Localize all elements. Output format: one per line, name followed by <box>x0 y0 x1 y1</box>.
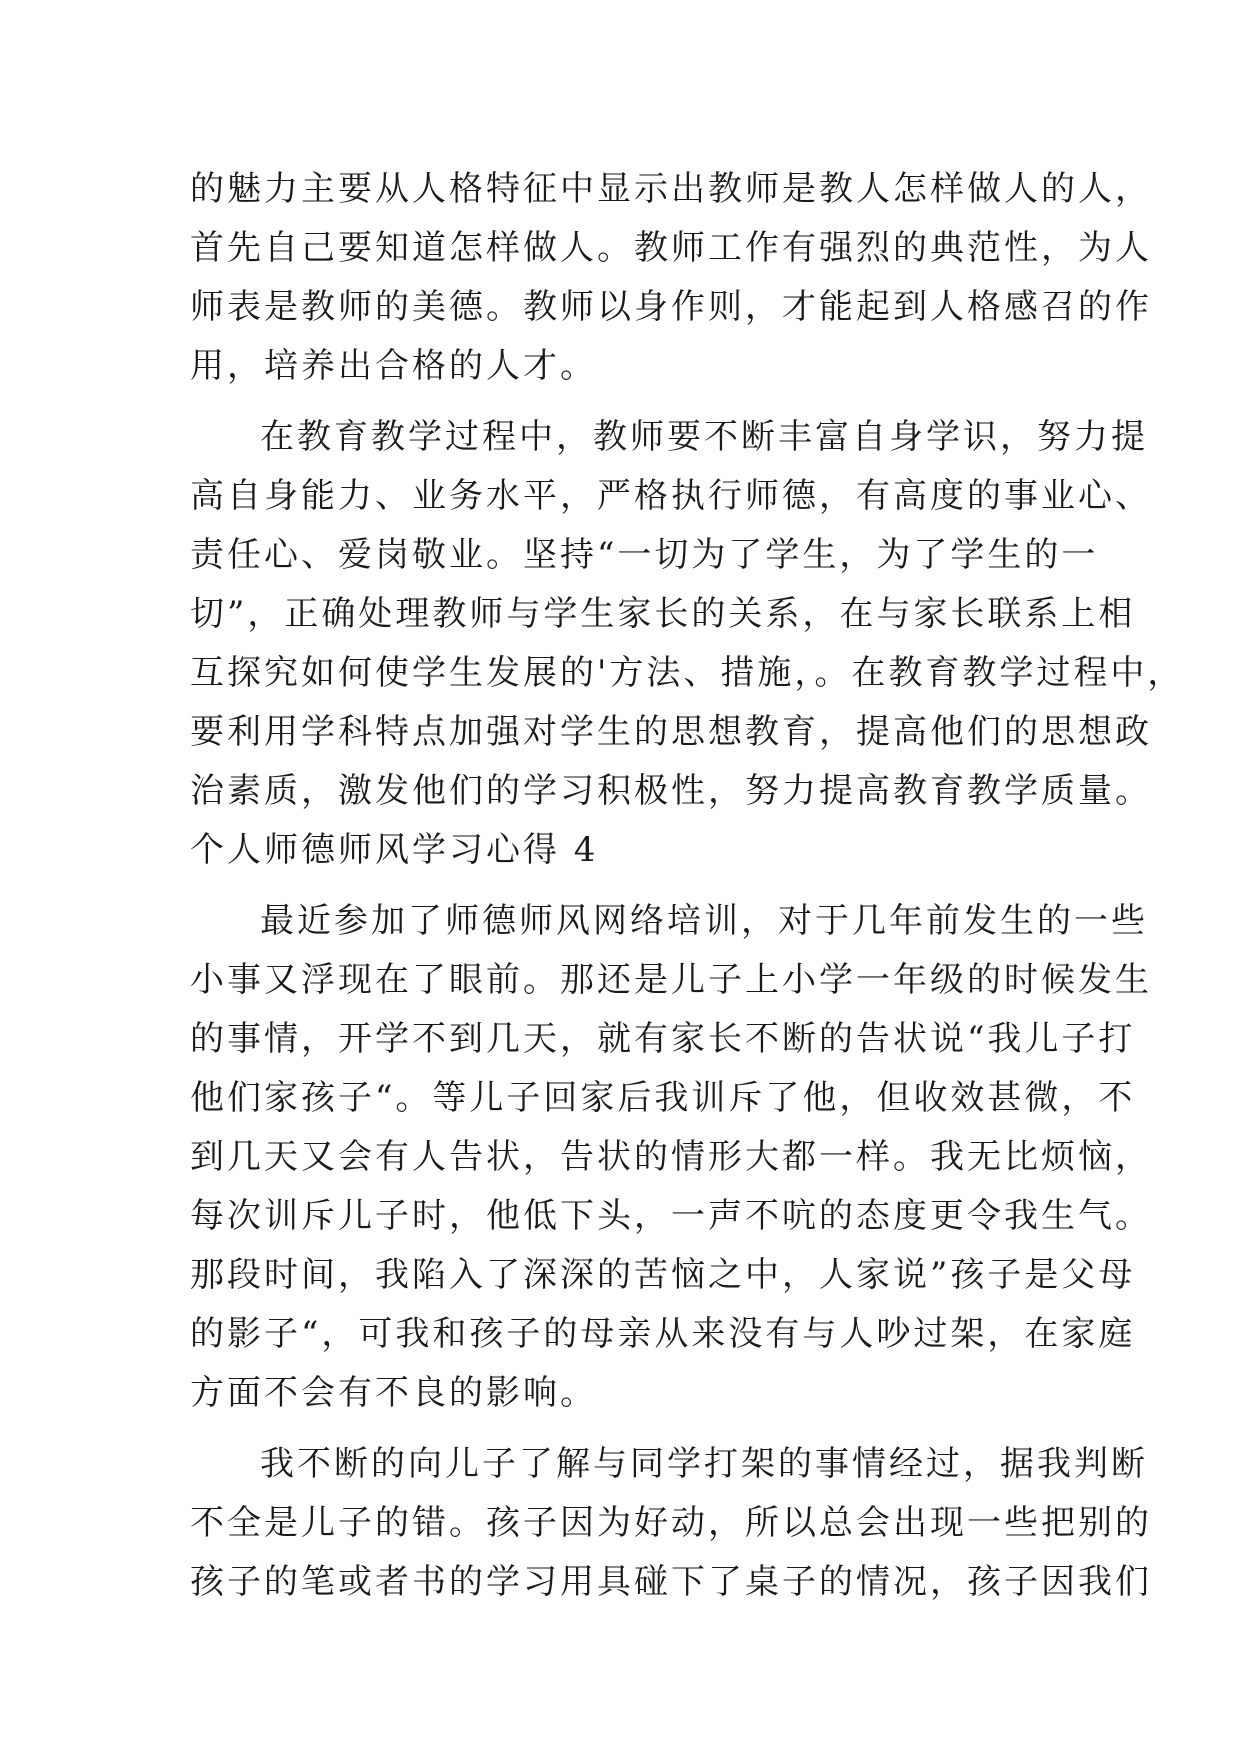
text-line: 孩子的笔或者书的学习用具碰下了桌子的情况，孩子因我们 <box>190 1562 1152 1602</box>
text-line: 师表是教师的美德。教师以身作则，才能起到人格感召的作 <box>190 287 1152 327</box>
text-line: 的影子“，可我和孩子的母亲从来没有与人吵过架，在家庭 <box>190 1314 1136 1354</box>
text-line: 的事情，开学不到几天，就有家长不断的告状说“我儿子打 <box>190 1019 1136 1059</box>
paragraph-start-line: 最近参加了师德师风网络培训，对于几年前发生的一些 <box>260 901 1148 941</box>
text-line: 那段时间，我陷入了深深的苦恼之中，人家说”孩子是父母 <box>190 1255 1136 1295</box>
text-line: 切”，正确处理教师与学生家长的关系，在与家长联系上相 <box>190 594 1136 634</box>
document-body <box>190 160 1185 1612</box>
section-heading: 个人师德师风学习心得 4 <box>190 830 599 870</box>
text-line: 治素质，激发他们的学习积极性，努力提高教育教学质量。 <box>190 771 1152 811</box>
text-line: 高自身能力、业务水平，严格执行师德，有高度的事业心、 <box>190 476 1152 516</box>
text-line: 不全是儿子的错。孩子因为好动，所以总会出现一些把别的 <box>190 1503 1152 1543</box>
text-line: 互探究如何使学生发展的'方法、措施，。在教育教学过程中， <box>190 653 1185 693</box>
text-line: 用，培养出合格的人才。 <box>190 346 597 386</box>
text-line: 方面不会有不良的影响。 <box>190 1373 597 1413</box>
text-line: 首先自己要知道怎样做人。教师工作有强烈的典范性，为人 <box>190 228 1152 268</box>
text-line: 责任心、爱岗敬业。坚持“一切为了学生，为了学生的一 <box>190 535 1099 575</box>
text-line: 小事又浮现在了眼前。那还是儿子上小学一年级的时候发生 <box>190 960 1152 1000</box>
text-line: 的魅力主要从人格特征中显示出教师是教人怎样做人的人， <box>190 169 1152 209</box>
text-line: 他们家孩子“。等儿子回家后我训斥了他，但收效甚微，不 <box>190 1078 1136 1118</box>
text-line: 每次训斥儿子时，他低下头，一声不吭的态度更令我生气。 <box>190 1196 1152 1236</box>
paragraph-start-line: 在教育教学过程中，教师要不断丰富自身学识，努力提 <box>260 417 1148 457</box>
paragraph-start-line: 我不断的向儿子了解与同学打架的事情经过，据我判断 <box>260 1444 1148 1484</box>
text-line: 要利用学科特点加强对学生的思想教育，提高他们的思想政 <box>190 712 1152 752</box>
text-line: 到几天又会有人告状，告状的情形大都一样。我无比烦恼， <box>190 1137 1152 1177</box>
